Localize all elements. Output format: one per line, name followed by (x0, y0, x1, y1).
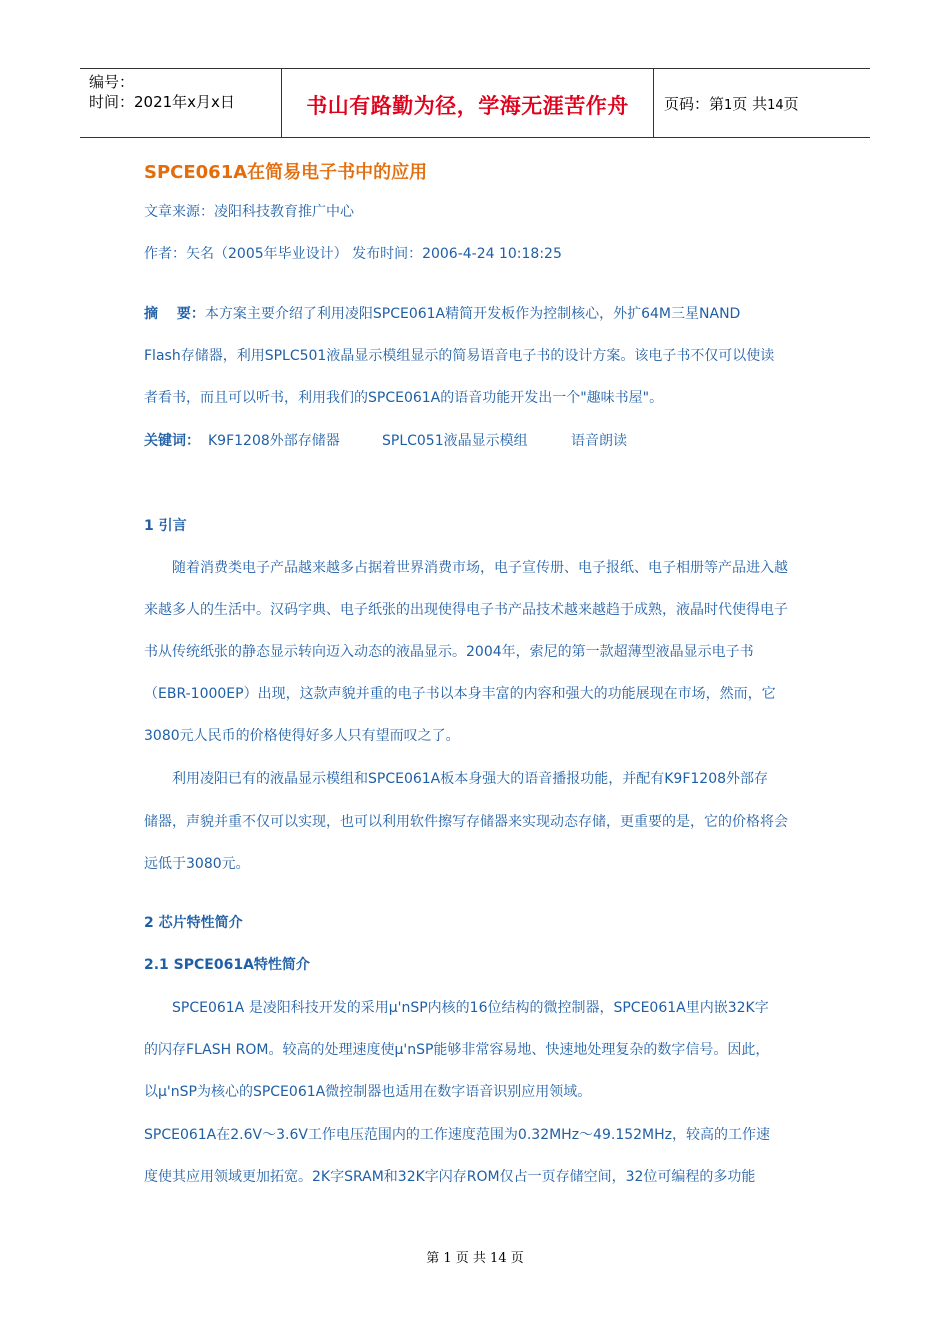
para-line: 的闪存FLASH ROM。较高的处理速度使μ'nSP能够非常容易地、快速地处理复杂的数字信号。因此， (144, 1042, 770, 1058)
para-line: （EBR-1000EP）出现，这款声貌并重的电子书以本身丰富的内容和强大的功能展现在市场，然而，它 (144, 686, 776, 702)
page-footer: 第 1 页 共 14 页 (426, 1251, 524, 1266)
para-line: SPCE061A在2.6V～3.6V工作电压范围内的工作速度范围为0.32MHz～49.152MHz，较高的工作速 (144, 1127, 770, 1143)
header-page-num: 1 (724, 98, 733, 113)
para-line: 来越多人的生活中。汉码字典、电子纸张的出现使得电子书产品技术越来越趋于成熟，液晶时代使得电子 (144, 602, 788, 618)
header-page-prefix: 页码：第 (664, 95, 725, 113)
para-line: 度使其应用领域更加拓宽。2K字SRAM和32K字闪存ROM仅占一页存储空间，32位可编程的多功能 (144, 1169, 756, 1185)
header-motto: 书山有路勤为径，学海无涯苦作舟 (281, 69, 654, 137)
para-line: 以μ'nSP为核心的SPCE061A微控制器也适用在数字语音识别应用领域。 (144, 1084, 592, 1100)
keywords-label: 关键词： (144, 433, 200, 449)
para-text: 随着消费类电子产品越来越多占据着世界消费市场，电子宣传册、电子报纸、电子相册等产品进入越 (172, 560, 788, 576)
section-heading-2: 2 芯片特性简介 (144, 915, 243, 931)
article-author: 作者：矢名（2005年毕业设计） 发布时间：2006-4-24 10:18:25 (144, 246, 562, 262)
keyword-item: K9F1208外部存储器 (208, 433, 340, 449)
abstract-line-2: Flash存储器，利用SPLC501液晶显示模组显示的简易语音电子书的设计方案。该电子书不仅可以使读 (144, 348, 775, 364)
header-page-info (654, 69, 870, 137)
para-line (144, 768, 768, 788)
para-line: 3080元人民币的价格使得好多人只有望而叹之了。 (144, 728, 460, 744)
section-heading-2-1: 2.1 SPCE061A特性简介 (144, 957, 310, 973)
para-line (144, 557, 788, 577)
abstract-text-1: 本方案主要介绍了利用凌阳SPCE061A精简开发板作为控制核心，外扩64M三星NAND (204, 306, 741, 322)
article-source: 文章来源：凌阳科技教育推广中心 (144, 204, 354, 220)
para-line: 远低于3080元。 (144, 856, 250, 872)
document-header (80, 68, 870, 138)
header-meta (80, 69, 281, 137)
para-line (144, 997, 769, 1017)
section-heading-1: 1 引言 (144, 518, 187, 534)
keyword-item: SPLC051液晶显示模组 (382, 433, 528, 449)
header-page-total: 14 (767, 98, 784, 113)
header-page-suffix: 页 (783, 95, 799, 113)
header-page-mid: 页 共 (732, 95, 768, 113)
keyword-item: 语音朗读 (571, 433, 627, 449)
article-title: SPCE061A在简易电子书中的应用 (144, 162, 428, 183)
para-line: 书从传统纸张的静态显示转向迈入动态的液晶显示。2004年，索尼的第一款超薄型液晶显示电子书 (144, 644, 754, 660)
para-text: SPCE061A 是凌阳科技开发的采用μ'nSP内核的16位结构的微控制器，SPCE061A里内嵌32K字 (172, 1000, 769, 1016)
header-number-label: 编号： (89, 73, 135, 91)
para-text: 利用凌阳已有的液晶显示模组和SPCE061A板本身强大的语音播报功能，并配有K9F1208外部存 (172, 771, 769, 787)
abstract-line-1 (144, 303, 740, 323)
header-time-label: 时间：2021年x月x日 (89, 93, 235, 111)
abstract-label: 摘 要： (144, 306, 205, 322)
para-line: 储器，声貌并重不仅可以实现，也可以利用软件擦写存储器来实现动态存储，更重要的是，它的价格将会 (144, 814, 788, 830)
keywords-line (144, 430, 627, 450)
abstract-line-3: 者看书，而且可以听书，利用我们的SPCE061A的语音功能开发出一个"趣味书屋"。 (144, 390, 664, 406)
